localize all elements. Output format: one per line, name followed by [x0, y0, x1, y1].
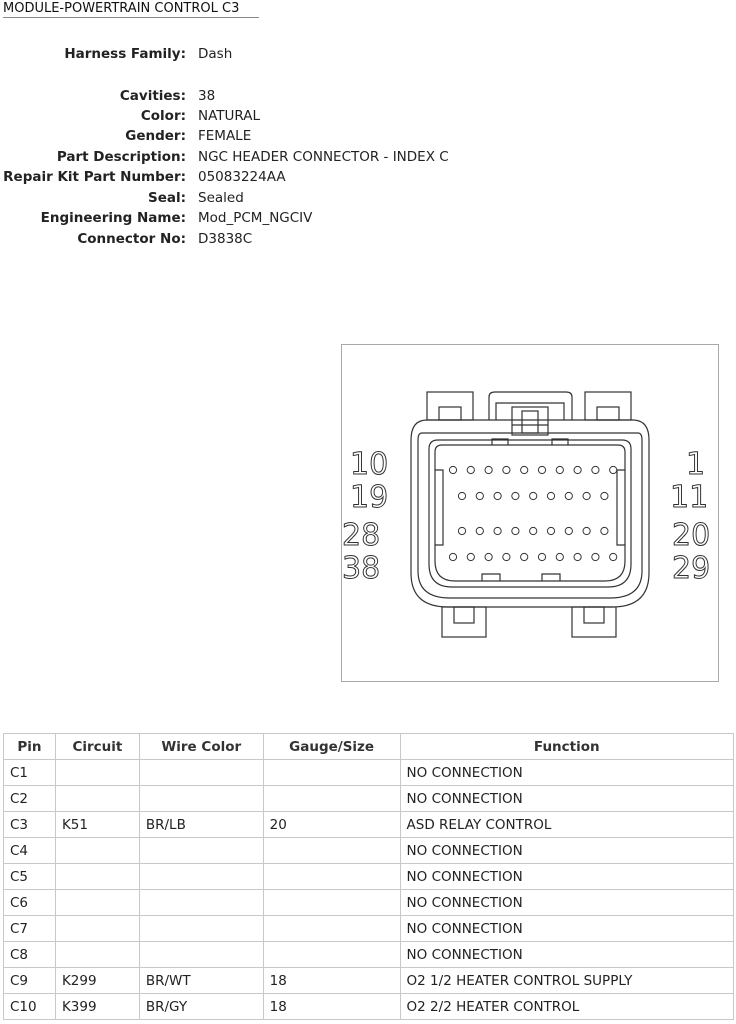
cavity-label-20: 20	[672, 518, 711, 553]
property-label: Harness Family:	[64, 46, 186, 62]
property-value: NGC HEADER CONNECTOR - INDEX C	[198, 149, 449, 165]
pin-cavity	[467, 553, 474, 560]
property-label: Repair Kit Part Number:	[3, 169, 186, 185]
pin-cavity	[458, 527, 465, 534]
cell-wire-color	[139, 942, 263, 968]
cell-pin: C5	[4, 864, 56, 890]
cell-circuit	[55, 760, 139, 786]
property-cavities	[0, 86, 520, 106]
cell-circuit	[55, 890, 139, 916]
property-engineering-name	[0, 208, 520, 228]
cell-circuit	[55, 916, 139, 942]
table-row	[4, 760, 734, 786]
column-header-circuit: Circuit	[55, 734, 139, 760]
cell-function: O2 2/2 HEATER CONTROL	[400, 994, 733, 1020]
pin-cavity	[601, 492, 608, 499]
page-title: MODULE-POWERTRAIN CONTROL C3	[3, 1, 259, 18]
table-row	[4, 916, 734, 942]
property-value: 05083224AA	[198, 169, 286, 185]
property-label: Cavities:	[119, 88, 186, 104]
table-row	[4, 786, 734, 812]
table-row	[4, 812, 734, 838]
pin-cavity	[565, 527, 572, 534]
pin-cavity	[538, 553, 545, 560]
property-value: 38	[198, 88, 216, 104]
cell-gauge-size	[263, 838, 400, 864]
property-label: Color:	[140, 108, 186, 124]
pin-cavity	[521, 466, 528, 473]
pin-cavity	[556, 553, 563, 560]
cell-function: NO CONNECTION	[400, 942, 733, 968]
cell-pin: C4	[4, 838, 56, 864]
pin-cavity	[521, 553, 528, 560]
cell-gauge-size: 18	[263, 994, 400, 1020]
pin-cavity	[538, 466, 545, 473]
pin-cavity	[485, 553, 492, 560]
pin-cavity	[530, 492, 537, 499]
pin-cavity	[547, 492, 554, 499]
cell-circuit	[55, 864, 139, 890]
property-value: Dash	[198, 46, 233, 62]
cell-wire-color: BR/LB	[139, 812, 263, 838]
cell-wire-color: BR/WT	[139, 968, 263, 994]
cell-function: NO CONNECTION	[400, 890, 733, 916]
cell-wire-color	[139, 864, 263, 890]
cavity-label-29: 29	[672, 551, 711, 586]
property-value: NATURAL	[198, 108, 261, 124]
cavity-label-10: 10	[350, 447, 389, 482]
cell-circuit: K299	[55, 968, 139, 994]
property-repair-kit	[0, 167, 520, 187]
pin-cavity	[583, 492, 590, 499]
pin-cavity	[467, 466, 474, 473]
pin-cavities	[449, 466, 616, 560]
cavity-label-38: 38	[342, 551, 381, 586]
pin-cavity	[503, 553, 510, 560]
table-row	[4, 890, 734, 916]
cell-function: ASD RELAY CONTROL	[400, 812, 733, 838]
cell-gauge-size	[263, 942, 400, 968]
pin-cavity	[610, 553, 617, 560]
property-gender	[0, 126, 520, 146]
pin-cavity	[458, 492, 465, 499]
column-header-gauge-size: Gauge/Size	[263, 734, 400, 760]
cell-gauge-size	[263, 916, 400, 942]
pin-cavity	[494, 492, 501, 499]
connector-outline	[411, 392, 649, 637]
pin-cavity	[610, 466, 617, 473]
table-row	[4, 968, 734, 994]
pin-cavity	[547, 527, 554, 534]
property-color	[0, 106, 520, 126]
property-label: Gender:	[125, 128, 186, 144]
property-value: Sealed	[198, 190, 244, 206]
pin-cavity	[476, 492, 483, 499]
pin-cavity	[512, 527, 519, 534]
pin-cavity	[449, 466, 456, 473]
cell-function: NO CONNECTION	[400, 864, 733, 890]
table-header-row	[4, 734, 734, 760]
property-label: Part Description:	[56, 149, 186, 165]
cell-pin: C1	[4, 760, 56, 786]
cell-pin: C2	[4, 786, 56, 812]
property-label: Engineering Name:	[40, 210, 186, 226]
cell-pin: C6	[4, 890, 56, 916]
cell-function: NO CONNECTION	[400, 916, 733, 942]
cell-circuit	[55, 942, 139, 968]
cavity-label-11: 11	[670, 480, 709, 515]
cavity-label-28: 28	[342, 518, 381, 553]
pin-cavity	[574, 553, 581, 560]
cell-pin: C9	[4, 968, 56, 994]
property-connector-no	[0, 229, 520, 249]
pin-cavity	[574, 466, 581, 473]
cell-circuit: K51	[55, 812, 139, 838]
column-header-pin: Pin	[4, 734, 56, 760]
cell-circuit: K399	[55, 994, 139, 1020]
property-value: Mod_PCM_NGCIV	[198, 210, 313, 226]
cavity-label-19: 19	[350, 480, 389, 515]
property-value: D3838C	[198, 231, 253, 247]
cell-wire-color	[139, 916, 263, 942]
pin-cavity	[476, 527, 483, 534]
property-label: Connector No:	[77, 231, 186, 247]
cell-pin: C7	[4, 916, 56, 942]
cell-function: NO CONNECTION	[400, 786, 733, 812]
cell-pin: C3	[4, 812, 56, 838]
pin-cavity	[601, 527, 608, 534]
cell-function: NO CONNECTION	[400, 838, 733, 864]
property-label: Seal:	[147, 190, 186, 206]
pin-cavity	[485, 466, 492, 473]
cell-wire-color: BR/GY	[139, 994, 263, 1020]
cell-gauge-size	[263, 864, 400, 890]
cell-function: O2 1/2 HEATER CONTROL SUPPLY	[400, 968, 733, 994]
property-harness-family	[0, 44, 520, 64]
cell-wire-color	[139, 838, 263, 864]
cell-circuit	[55, 838, 139, 864]
table-row	[4, 838, 734, 864]
cell-gauge-size	[263, 786, 400, 812]
column-header-function: Function	[400, 734, 733, 760]
table-row	[4, 942, 734, 968]
pin-cavity	[583, 527, 590, 534]
cell-gauge-size: 18	[263, 968, 400, 994]
connector-diagram	[341, 344, 719, 682]
cell-pin: C10	[4, 994, 56, 1020]
column-header-wire-color: Wire Color	[139, 734, 263, 760]
cell-wire-color	[139, 890, 263, 916]
pin-cavity	[530, 527, 537, 534]
property-value: FEMALE	[198, 128, 252, 144]
property-part-description	[0, 147, 520, 167]
pin-cavity	[592, 553, 599, 560]
cell-wire-color	[139, 760, 263, 786]
cell-pin: C8	[4, 942, 56, 968]
pin-cavity	[449, 553, 456, 560]
pin-cavity	[556, 466, 563, 473]
connector-face-drawing	[342, 345, 718, 681]
pin-cavity	[503, 466, 510, 473]
cell-function: NO CONNECTION	[400, 760, 733, 786]
cell-gauge-size	[263, 890, 400, 916]
cell-circuit	[55, 786, 139, 812]
cell-wire-color	[139, 786, 263, 812]
cell-gauge-size	[263, 760, 400, 786]
pin-cavity	[592, 466, 599, 473]
table-row	[4, 994, 734, 1020]
cavity-label-1: 1	[686, 447, 706, 482]
pin-table	[3, 733, 734, 1020]
table-row	[4, 864, 734, 890]
cell-gauge-size: 20	[263, 812, 400, 838]
pin-cavity	[565, 492, 572, 499]
property-seal	[0, 188, 520, 208]
pin-cavity	[512, 492, 519, 499]
pin-cavity	[494, 527, 501, 534]
